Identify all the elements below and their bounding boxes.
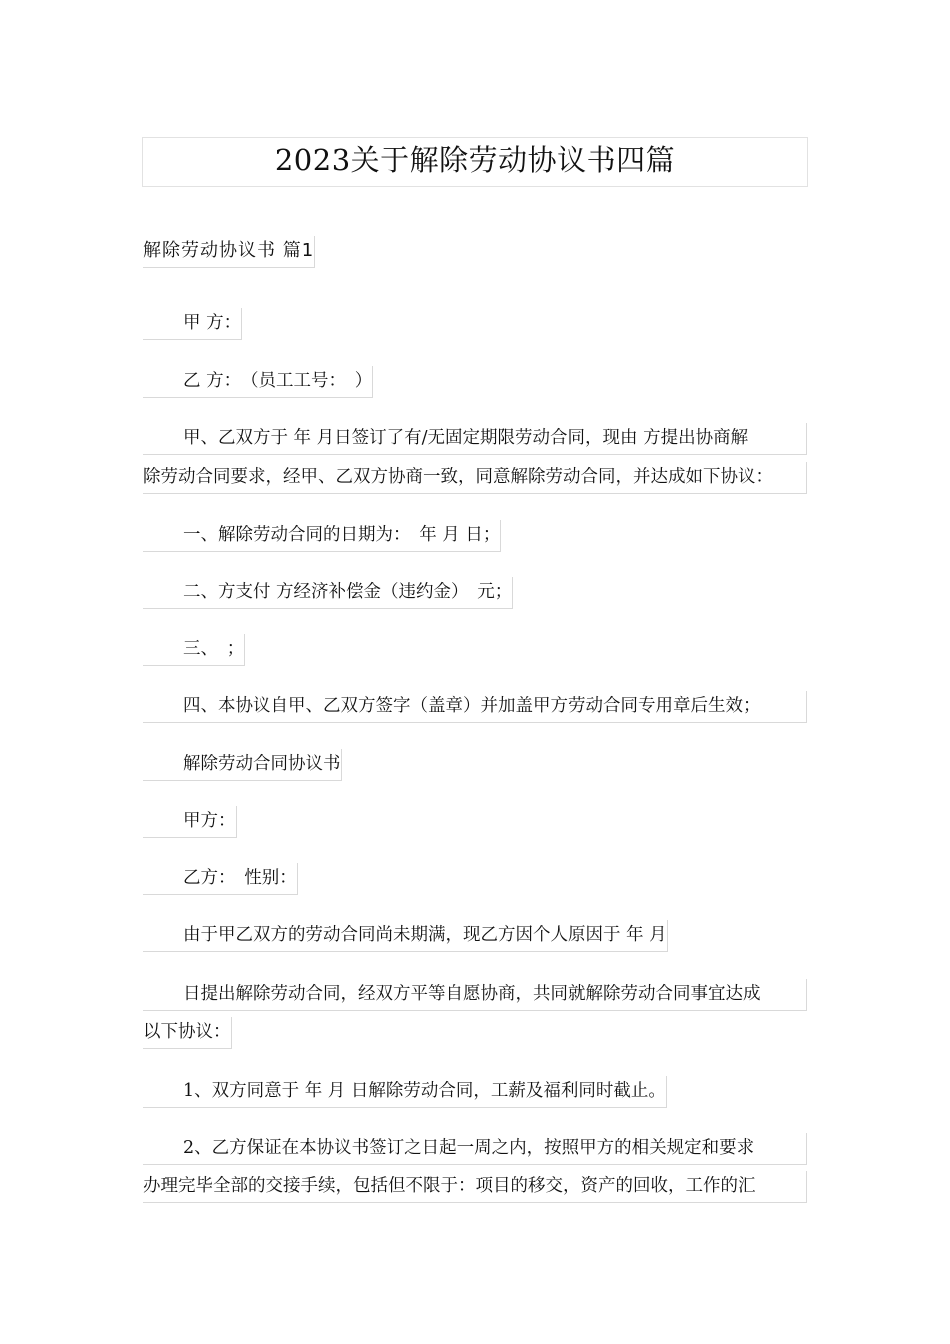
party-b-line-2: 乙方： 性别： [143,863,298,895]
paragraph-line: 以下协议： [143,1017,232,1049]
clause-3-line: 三、 ； [143,634,245,666]
paragraph-line: 日提出解除劳动合同，经双方平等自愿协商，共同就解除劳动合同事宜达成 [143,979,807,1011]
item-1-line: 1、双方同意于 年 月 日解除劳动合同，工薪及福利同时截止。 [143,1076,667,1108]
paragraph-line: 除劳动合同要求，经甲、乙双方协商一致，同意解除劳动合同，并达成如下协议： [143,462,807,494]
item-2-line: 2、乙方保证在本协议书签订之日起一周之内，按照甲方的相关规定和要求 [143,1133,807,1165]
document-title: 2023关于解除劳动协议书四篇 [274,143,676,177]
title-box [142,137,808,187]
clause-4-line: 四、本协议自甲、乙双方签字（盖章）并加盖甲方劳动合同专用章后生效； [143,691,807,723]
paragraph-line: 甲、乙双方于 年 月日签订了有/无固定期限劳动合同，现由 方提出协商解 [143,423,807,455]
subtitle-line: 解除劳动合同协议书 [143,749,342,781]
party-a-line: 甲 方： [143,308,242,340]
item-2-continued-line: 办理完毕全部的交接手续，包括但不限于：项目的移交，资产的回收，工作的汇 [143,1171,807,1203]
party-a-line-2: 甲方： [143,806,237,838]
paragraph-line: 由于甲乙双方的劳动合同尚未期满，现乙方因个人原因于 年 月 [143,920,668,952]
party-b-line: 乙 方： （员工工号： ） [143,366,373,398]
section-heading: 解除劳动协议书 篇1 [143,236,315,268]
clause-1-line: 一、解除劳动合同的日期为： 年 月 日； [143,520,501,552]
clause-2-line: 二、方支付 方经济补偿金（违约金） 元； [143,577,513,609]
